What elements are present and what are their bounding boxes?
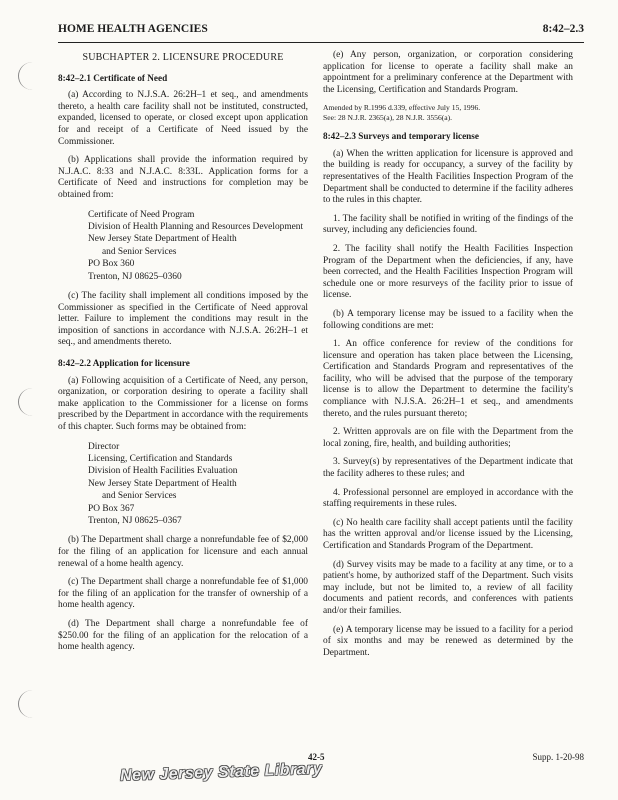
address-line: Trenton, NJ 08625–0360 bbox=[88, 271, 182, 282]
address-line: Trenton, NJ 08625–0367 bbox=[88, 515, 182, 526]
address-line: Division of Health Planning and Resources Development bbox=[88, 221, 304, 232]
subchapter-title: SUBCHAPTER 2. LICENSURE PROCEDURE bbox=[82, 52, 284, 63]
list-item: 4. Professional personnel are employed in accordance with the staffing requirements in these rules. bbox=[323, 487, 573, 510]
paragraph: (c) No health care facility shall accept patients until the facility has the written approval and/or license issued by the Licensing, Certification and Standards Program of the Department. bbox=[323, 517, 573, 551]
paragraph: (e) A temporary license may be issued to a facility for a period of six months and may be renewed as determined by the Department. bbox=[323, 624, 573, 658]
address-line: and Senior Services bbox=[102, 491, 177, 502]
header-title: HOME HEALTH AGENCIES bbox=[58, 23, 208, 35]
paragraph: (a) Following acquisition of a Certificate of Need, any person, organization, or corporation desiring to operate a facility shall make application to the Commissioner for a license on forms prescribed by the Department in accordance with the requirements of this chapter. Such forms may be obtained from: bbox=[58, 375, 308, 432]
paragraph: (e) Any person, organization, or corporation considering application for license to operate a facility shall make an appointment for a preliminary conference at the Department with the Licensing, Certification and Standards Program. bbox=[323, 50, 573, 95]
page-number: 42-5 bbox=[308, 752, 325, 762]
paragraph: (c) The Department shall charge a nonrefundable fee of $1,000 for the filing of an application for the transfer of ownership of a home health agency. bbox=[58, 577, 308, 611]
punch-hole-mark bbox=[18, 388, 47, 416]
paragraph: (b) A temporary license may be issued to a facility when the following conditions are met: bbox=[323, 308, 573, 331]
header-section-number: 8:42–2.3 bbox=[542, 23, 584, 35]
running-header bbox=[58, 20, 584, 43]
section-heading-2-2: 8:42–2.2 Application for licensure bbox=[58, 357, 190, 368]
address-line: and Senior Services bbox=[102, 246, 177, 257]
address-block-con bbox=[88, 209, 308, 283]
paragraph: (a) When the written application for licensure is approved and the building is ready for occupancy, a survey of the facility by representatives of the Health Facilities Inspection Program of the Department shall be conducted to determine if the facility adheres to the rules in this chapter. bbox=[323, 148, 573, 206]
paragraph: (d) Survey visits may be made to a facility at any time, or to a patient's home, by authorized staff of the Department. Such visits may include, but not be limited to, a review of all facility documents and patient records, and conferences with patients and/or their families. bbox=[323, 559, 573, 616]
address-line: Licensing, Certification and Standards bbox=[88, 453, 233, 464]
paragraph: (a) According to N.J.S.A. 26:2H–1 et seq., and amendments thereto, a health care facility shall not be instituted, constructed, expanded, licensed to operate, or closed except upon application for and receipt of a Certificate of Need issued by the Commissioner. bbox=[58, 90, 308, 147]
paragraph: (b) The Department shall charge a nonrefundable fee of $2,000 for the filing of an application for licensure and each annual renewal of a home health agency. bbox=[58, 535, 308, 569]
address-line: New Jersey State Department of Health bbox=[88, 234, 237, 245]
amendment-line: Amended by R.1996 d.339, effective July 15, 1996. bbox=[323, 103, 481, 113]
punch-hole-mark bbox=[18, 62, 47, 90]
section-heading-2-1: 8:42–2.1 Certificate of Need bbox=[58, 72, 168, 83]
right-column bbox=[323, 50, 573, 666]
address-line: Certificate of Need Program bbox=[88, 209, 195, 220]
address-line: PO Box 360 bbox=[88, 259, 135, 270]
address-block-licensing bbox=[88, 441, 308, 528]
address-line: New Jersey State Department of Health bbox=[88, 478, 237, 489]
left-column bbox=[58, 50, 308, 661]
list-item: 1. The facility shall be notified in writing of the findings of the survey, including any deficiencies found. bbox=[323, 213, 573, 236]
paragraph: (d) The Department shall charge a nonrefundable fee of $250.00 for the filing of an application for the relocation of a home health agency. bbox=[58, 618, 308, 653]
address-line: Division of Health Facilities Evaluation bbox=[88, 466, 238, 477]
amendment-note bbox=[323, 103, 573, 122]
address-line: PO Box 367 bbox=[88, 503, 135, 514]
list-item: 2. Written approvals are on file with the Department from the local zoning, fire, health, and building authorities; bbox=[323, 427, 573, 449]
paragraph: (c) The facility shall implement all conditions imposed by the Commissioner as specified in the Certificate of Need approval letter. Failure to implement the conditions may result in the imposition of sanctions in accordance with N.J.S.A. 26:2H–1 et seq., and amendments thereto. bbox=[58, 290, 308, 348]
list-item: 3. Survey(s) by representatives of the Department indicate that the facility adheres to these rules; and bbox=[323, 457, 573, 480]
library-stamp: New Jersey State Library bbox=[119, 760, 323, 785]
punch-hole-mark bbox=[18, 690, 47, 718]
list-item: 1. An office conference for review of the conditions for licensure and operation has taken place between the Licensing, Certification and Standards Program and representatives of the facility, who will be advised that the purpose of the temporary license is to allow the Department to determine the facility's compliance with N.J.S.A. 26:2H–1 et seq., and amendments thereto, and the rules pursuant thereto; bbox=[323, 339, 573, 419]
section-heading-2-3: 8:42–2.3 Surveys and temporary license bbox=[323, 131, 479, 142]
paragraph: (b) Applications shall provide the information required by N.J.A.C. 8:33 and N.J.A.C. 8:33L. Application forms for a Certificate of Need and instructions for completion may be obtained from: bbox=[58, 155, 308, 200]
supplement-date: Supp. 1-20-98 bbox=[532, 752, 584, 762]
address-line: Director bbox=[88, 441, 120, 452]
see-reference: See: 28 N.J.R. 2365(a), 28 N.J.R. 3556(a). bbox=[323, 112, 453, 122]
list-item: 2. The facility shall notify the Health Facilities Inspection Program of the Department when the deficiencies, if any, have been corrected, and the Health Facilities Inspection Program will schedule one or more resurveys of the facility prior to issue of license. bbox=[323, 243, 573, 301]
